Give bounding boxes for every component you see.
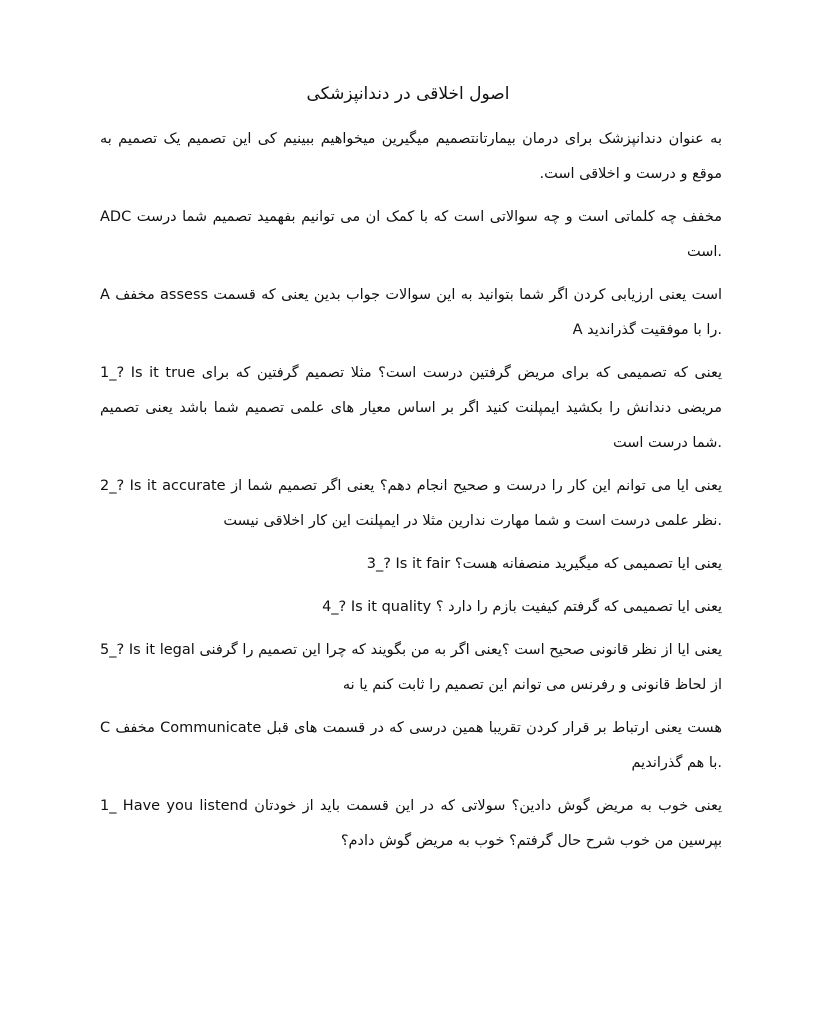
document-body	[100, 122, 722, 867]
paragraph-is-it-fair: 3_? Is it fair یعنی ایا تصمیمی که میگیرید منصفانه هست؟	[366, 556, 722, 572]
paragraph-is-it-legal: 5_? Is it legal یعنی ایا از نظر قانونی صحیح است ؟یعنی اگر به من بگویند که چرا این تصمیم را گرفنی از لحاظ قانونی و رفرنس می توانم این تصمیم را ثابت کنم یا نه	[100, 642, 722, 693]
paragraph-communicate: C مخفف Communicate هست یعنی ارتباط بر قرار کردن تقریبا همین درسی که در قسمت های قبل با هم گذراندیم.	[100, 720, 723, 771]
paragraph-is-it-accurate: 2_? Is it accurate یعنی ایا می توانم این کار را درست و صحیح انجام دهم؟ یعنی اگر تصمیم شما از نظر علمی درست است و شما مهارت ندارین مثلا در ایمپلنت این کار اخلاقی نیست.	[100, 478, 722, 529]
paragraph-intro: به عنوان دندانپزشک برای درمان بیمارتانتصمیم میگیرین میخواهیم ببینیم کی این تصمیم یک تصمیم به موقع و درست و اخلاقی است.	[100, 131, 722, 182]
document-title: اصول اخلاقی در دندانپزشکی	[306, 84, 510, 104]
paragraph-is-it-true: 1_? Is it true یعنی که تصمیمی که برای مریض گرفتین درست است؟ مثلا تصمیم گرفتین که برای مریضی دندانش را بکشید ایمپلنت کنید اگر بر اساس معیار های علمی تصمیم شما باشد یعنی تصمیم شما درست است.	[100, 365, 722, 451]
paragraph-have-you-listened: 1_ Have you listend یعنی خوب به مریض گوش دادین؟ سولاتی که در این قسمت باید از خودتان بپرسین من خوب شرح حال گرفتم؟ خوب به مریض گوش دادم؟	[100, 798, 722, 849]
paragraph-adc: ADC مخفف چه کلماتی است و چه سوالاتی است که با کمک ان می توانیم بفهمید تصمیم شما درست است.	[100, 209, 722, 260]
paragraph-is-it-quality: 4_? Is it quality یعنی ایا تصمیمی که گرفتم کیفیت بازم را دارد ؟	[322, 599, 722, 615]
paragraph-assess: A مخفف assess است یعنی ارزیابی کردن اگر شما بتوانید به این سوالات جواب بدین یعنی که قسمت A را با موفقیت گذراندید.	[100, 287, 722, 338]
